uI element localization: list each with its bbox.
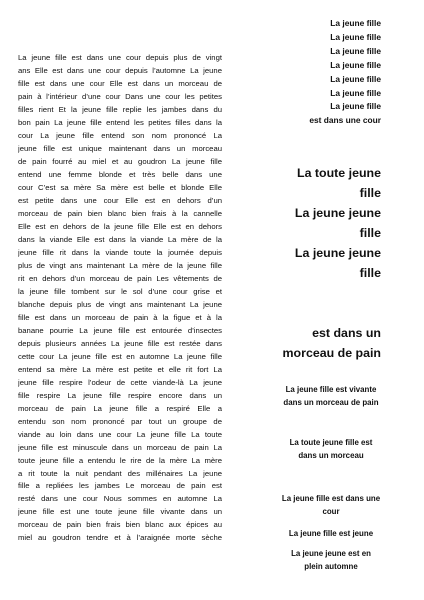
- body-text-line: entendu son nom prononcé par tout un groupe de: [18, 416, 222, 426]
- body-text-line: fille est dans un morceau de pain à la figue et à la: [18, 312, 222, 322]
- callout-line: La toute jeune fille est: [289, 438, 373, 447]
- body-text-line: dans la viande Elle est dans la viande La mère de la: [18, 234, 222, 244]
- callout-line: dans un morceau de pain: [283, 397, 379, 407]
- heading-line: La jeune fille: [330, 18, 381, 28]
- body-text-line: resté dans une cour Nous sommes en automne La: [18, 494, 222, 504]
- heading-group-la-jeune-fille: [261, 17, 381, 128]
- body-text-line: miel au goudron tendre et à l’araignée morte sèche: [18, 533, 222, 543]
- body-text-line: banane pourrie La jeune fille est entourée d’insectes: [18, 325, 222, 335]
- body-text-line: La jeune fille est dans une cour depuis plus de vingt: [18, 53, 222, 62]
- body-text-line: fille a repliées les jambes Le morceau de pain est: [18, 481, 222, 491]
- body-text-line: bon pain La jeune fille entend les petites filles dans la: [18, 117, 222, 127]
- body-text-line: entend sa mère La mère est petite et elle rit fort La: [18, 364, 222, 374]
- heading-line: est dans un: [312, 326, 381, 340]
- body-text-line: cette cour La jeune fille est en automne La jeune fille: [18, 351, 222, 361]
- body-text-line: jeune fille respire l’odeur de cette viande-là La jeune: [18, 377, 222, 387]
- callout-vivante: [266, 384, 396, 410]
- callout-cour: [266, 493, 396, 519]
- callout-line: plein automne: [304, 561, 358, 571]
- body-text-line: jeune fille est une toute jeune fille vivante dans un: [18, 507, 222, 517]
- heading-line: La jeune fille: [330, 59, 381, 70]
- body-text-line: rit en dehors d’un morceau de pain Les vêtements de: [18, 273, 222, 283]
- callout-line: La jeune fille est vivante: [285, 385, 377, 394]
- callout-line: cour: [322, 506, 340, 516]
- body-text-line: fille respire La jeune fille respire encore dans un: [18, 390, 222, 400]
- body-text-line: est petite dans une cour Elle est en dehors d’un: [18, 195, 222, 205]
- body-text-line: morceau de pain bien blanc bien frais à la cannelle: [18, 208, 222, 218]
- body-text-line: ans Elle est dans une cour depuis l’automne La jeune: [18, 65, 222, 75]
- body-text-column: [18, 52, 222, 545]
- body-text-line: pain à l’intérieur d’une cour Dans une cour les petites: [18, 91, 222, 101]
- body-text-line: a rit toute la nuit pendant des millénaires La jeune: [18, 468, 222, 478]
- heading-line: morceau de pain: [282, 346, 381, 360]
- heading-group-morceau-de-pain: [251, 323, 381, 363]
- heading-line: La toute jeune: [297, 166, 381, 180]
- callout-line: dans un morceau: [298, 450, 364, 460]
- callout-line: La jeune fille est dans une: [281, 494, 381, 503]
- body-text-line: filles rient Et la jeune fille replie les jambes dans du: [18, 104, 222, 114]
- heading-line: La jeune fille: [330, 101, 381, 112]
- callout-line: La jeune jeune est en: [291, 549, 371, 558]
- body-text-line: cour La jeune fille entend son nom prononcé La: [18, 130, 222, 140]
- body-text-line: cour C’est sa mère Sa mère est belle et blonde Elle: [18, 182, 222, 192]
- body-text-line: entend une femme blonde et très belle dans une: [18, 169, 222, 179]
- body-text-line: depuis plusieurs années La jeune fille est restée dans: [18, 338, 222, 348]
- heading-line: La jeune jeune: [294, 206, 381, 220]
- body-text-line: jeune fille rit dans la viande toute la journée depuis: [18, 247, 222, 257]
- body-text-line: Elle est en dehors de la jeune fille Elle est en dehors: [18, 221, 222, 231]
- heading-line: La jeune fille: [330, 73, 381, 84]
- body-text-line: jeune fille est unique maintenant dans un morceau: [18, 143, 222, 153]
- callout-automne: [266, 548, 396, 574]
- body-text-line: blanche depuis plus de vingt ans maintenant La jeune: [18, 299, 222, 309]
- body-text-line: morceau de pain bien frais bien blanc aux épices au: [18, 520, 222, 530]
- callout-jeune: [266, 528, 396, 541]
- heading-line: La jeune fille: [330, 45, 381, 56]
- body-text-line: de pain fourré au miel et au goudron La jeune fille: [18, 156, 222, 166]
- heading-line: La jeune fille: [330, 87, 381, 98]
- body-text-line: viande au loin dans une cour La jeune fille La toute: [18, 429, 222, 439]
- body-text-line: la jeune fille tombent sur le sol d’une cour grise et: [18, 286, 222, 296]
- heading-line: La jeune fille: [330, 31, 381, 42]
- callout-morceau: [266, 437, 396, 463]
- body-text-line: fille est dans une cour Elle est dans un morceau de: [18, 78, 222, 88]
- body-text-line: jeune fille est minuscule dans un morceau de pain La: [18, 442, 222, 452]
- body-text-line: toute jeune fille a entendu le rire de la mère La mère: [18, 455, 222, 465]
- body-text-line: plus de vingt ans maintenant La mère de la jeune fille: [18, 260, 222, 270]
- heading-line: La jeune jeune: [294, 246, 381, 260]
- body-text-line: morceau de pain La jeune fille a respiré Elle a: [18, 403, 222, 413]
- heading-line: fille: [359, 266, 381, 280]
- heading-line: fille: [359, 226, 381, 240]
- heading-line: est dans une cour: [309, 115, 381, 126]
- heading-line: fille: [359, 186, 381, 200]
- heading-group-la-toute-jeune-fille: [251, 163, 381, 283]
- callout-line: La jeune fille est jeune: [288, 529, 374, 538]
